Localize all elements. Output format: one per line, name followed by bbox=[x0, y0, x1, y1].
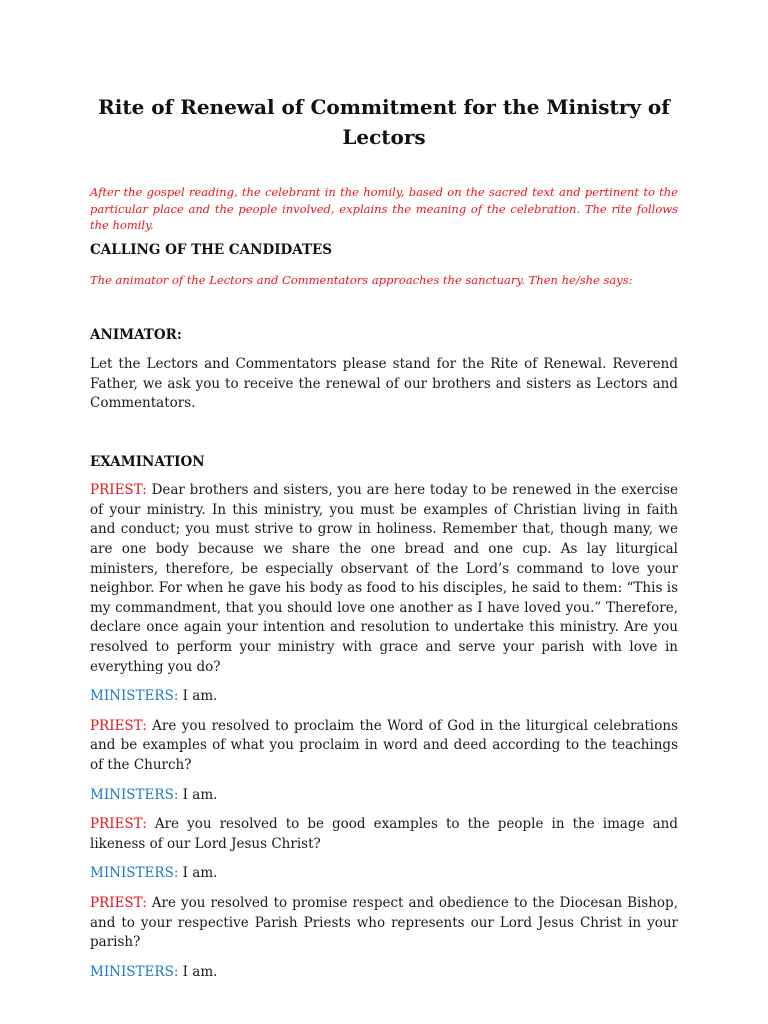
examination-heading: EXAMINATION bbox=[90, 453, 205, 470]
priest-question-2 bbox=[90, 717, 678, 776]
ministers-response-1 bbox=[90, 687, 678, 707]
calling-rubric: The animator of the Lectors and Commentators approaches the sanctuary. Then he/she says: bbox=[90, 273, 633, 287]
priest-question-3 bbox=[90, 815, 678, 854]
priest-label: PRIEST: bbox=[90, 894, 147, 911]
ministers-label: MINISTERS: bbox=[90, 688, 179, 705]
priest-question-4 bbox=[90, 894, 678, 953]
priest-question-text: Dear brothers and sisters, you are here today to be renewed in the exercise of your ministry. In this ministry, you must be examples of Christian living in faith and conduct; you must strive to grow in holiness. Remember that, though many, we are one body because we share the one bread and one cup. As lay liturgical ministers, therefore, be especially observant of the Lord’s command to love your neighbor. For when he gave his body as food to his disciples, he said to them: “This is my commandment, that you should love one another as I have loved you.” Therefore, declare once again your intention and resolution to undertake this ministry. Are you resolved to perform your ministry with grace and serve your parish with love in everything you do? bbox=[90, 482, 678, 675]
intro-rubric: After the gospel reading, the celebrant in the homily, based on the sacred text and pertinent to the particular place and the people involved, explains the meaning of the celebration. The rite follows the homily. bbox=[90, 185, 678, 232]
calling-heading: CALLING OF THE CANDIDATES bbox=[90, 241, 333, 258]
document-title: Rite of Renewal of Commitment for the Ministry of Lectors bbox=[98, 95, 670, 149]
ministers-response-2 bbox=[90, 786, 678, 806]
priest-question-text: Are you resolved to promise respect and obedience to the Diocesan Bishop, and to your respective Parish Priests who represents our Lord Jesus Christ in your parish? bbox=[90, 894, 678, 951]
ministers-response-text: I am. bbox=[182, 963, 218, 980]
priest-label: PRIEST: bbox=[90, 482, 147, 499]
ministers-label: MINISTERS: bbox=[90, 865, 179, 882]
priest-label: PRIEST: bbox=[90, 717, 147, 734]
document-page bbox=[90, 92, 678, 982]
priest-question-text: Are you resolved to be good examples to the people in the image and likeness of our Lord Jesus Christ? bbox=[90, 816, 678, 852]
animator-heading: ANIMATOR: bbox=[90, 326, 182, 343]
ministers-response-text: I am. bbox=[182, 786, 218, 803]
ministers-response-text: I am. bbox=[182, 688, 218, 705]
ministers-response-3 bbox=[90, 864, 678, 884]
animator-text: Let the Lectors and Commentators please stand for the Rite of Renewal. Reverend Father, we ask you to receive the renewal of our brothers and sisters as Lectors and Commentators. bbox=[90, 356, 678, 412]
ministers-response-text: I am. bbox=[182, 865, 218, 882]
examination-dialogue bbox=[90, 481, 678, 982]
ministers-label: MINISTERS: bbox=[90, 786, 179, 803]
priest-question-text: Are you resolved to proclaim the Word of God in the liturgical celebrations and be examples of what you proclaim in word and deed according to the teachings of the Church? bbox=[90, 717, 678, 773]
priest-question-1 bbox=[90, 481, 678, 677]
ministers-label: MINISTERS: bbox=[90, 963, 179, 980]
priest-label: PRIEST: bbox=[90, 816, 147, 833]
ministers-response-4 bbox=[90, 963, 678, 983]
